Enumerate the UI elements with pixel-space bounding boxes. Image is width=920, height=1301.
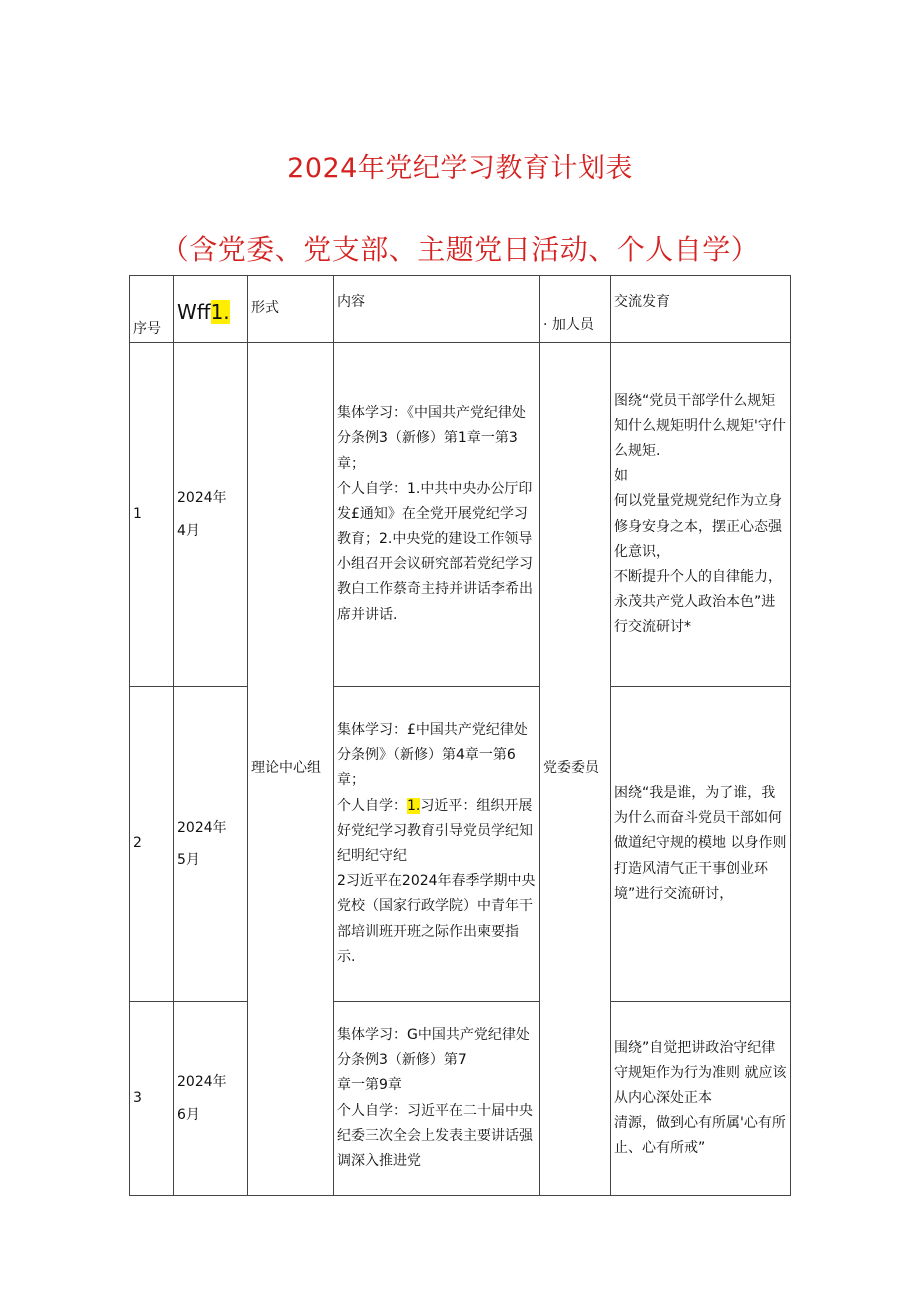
row-time-month: 5月 [177, 852, 200, 868]
speech-line: 如 [614, 468, 628, 485]
header-time-highlight: 1. [210, 300, 230, 324]
row-time-year: 2024年 [177, 490, 227, 507]
speech-line: 不断提升个人的自律能力，永茂共产党人政治本色”进行交流研讨* [614, 568, 782, 636]
row-time [174, 687, 248, 1002]
row-speech [611, 1002, 791, 1196]
row-time-year: 2024年 [177, 1074, 227, 1091]
row-seq: 1 [130, 343, 174, 687]
row-time-year: 2024年 [177, 819, 227, 836]
speech-line: 图绕“党员干部学什么规矩知什么规矩明什么规矩'守什么规矩. [614, 392, 786, 459]
header-row [130, 276, 791, 343]
content-line: 章一第9章 [337, 1077, 402, 1094]
document-title: 2024年党纪学习教育计划表 [287, 153, 633, 184]
header-seq: 序号 [130, 276, 174, 343]
header-time [174, 276, 248, 343]
table-row [130, 687, 791, 1002]
content-line: 集体学习：£中国共产党纪律处分条例》（新修）第4章一第6章； [337, 722, 528, 789]
content-highlight: 1. [407, 797, 421, 814]
row-time-month: 6月 [177, 1106, 200, 1123]
speech-line: 困绕“我是谁，为了谁，我为什么而奋斗党员干部如何做道纪守规的模地 以身作则打造风清气正干事创业环境”进行交流研讨， [614, 785, 787, 902]
content-line: 个人自学：习近平在二十届中央纪委三次全会上发表主要讲话强调深入推进党 [337, 1102, 533, 1169]
row-speech [611, 687, 791, 1002]
document-subtitle: （含党委、党支部、主题党日活动、个人自学） [160, 233, 760, 266]
row-content [334, 1002, 540, 1196]
row-content [334, 343, 540, 687]
speech-line: 清源，做到心有所属'心有所止、心有所戒” [614, 1115, 786, 1157]
content-line: 集体学习：《中国共产党纪律处分条例3（新修）第1章一第3章； [337, 405, 526, 472]
content-line: 2习近平在2024年春季学期中央党校（国家行政学院）中青年干部培训班开班之际作出柬要指示. [337, 873, 536, 965]
row-content [334, 687, 540, 1002]
table-row [130, 1002, 791, 1196]
row-time-month: 4月 [177, 522, 200, 539]
content-line [337, 794, 536, 870]
header-time-prefix: Wff [177, 300, 211, 324]
header-speech: 交流发育 [611, 276, 791, 343]
content-line-prefix: 个人自学： [337, 797, 407, 814]
content-line: 集体学习：G中国共产党纪律处分条例3（新修）第7 [337, 1026, 530, 1069]
row-time [174, 1002, 248, 1196]
participants-cell: 党委委员 [540, 343, 611, 1196]
row-speech [611, 343, 791, 687]
row-seq: 3 [130, 1002, 174, 1196]
header-content: 内容 [334, 276, 540, 343]
speech-line: 何以党量党规党纪作为立身修身安身之本，摆正心态强化意识， [614, 493, 782, 560]
header-participants: · 加人员 [540, 276, 611, 343]
study-plan-table [129, 275, 791, 1196]
form-cell: 理论中心组 [248, 343, 334, 1196]
row-time [174, 343, 248, 687]
content-line: 个人自学：1.中共中央办公厅印发£通知》在全党开展党纪学习教育；2.中央党的建设工作领导小组召开会议研究部若党纪学习教白工作蔡奇主持并讲话李希出席并讲话. [337, 480, 533, 623]
table-row [130, 343, 791, 687]
header-form: 形式 [248, 276, 334, 343]
content-line-rest: 习近平：组织开展好党纪学习教育引导党员学纪知纪明纪守纪 [337, 797, 533, 864]
speech-line: 围绕”自觉把讲政治守纪律守规矩作为行为准则 就应该从内心深处正本 [614, 1039, 787, 1106]
row-seq: 2 [130, 687, 174, 1002]
